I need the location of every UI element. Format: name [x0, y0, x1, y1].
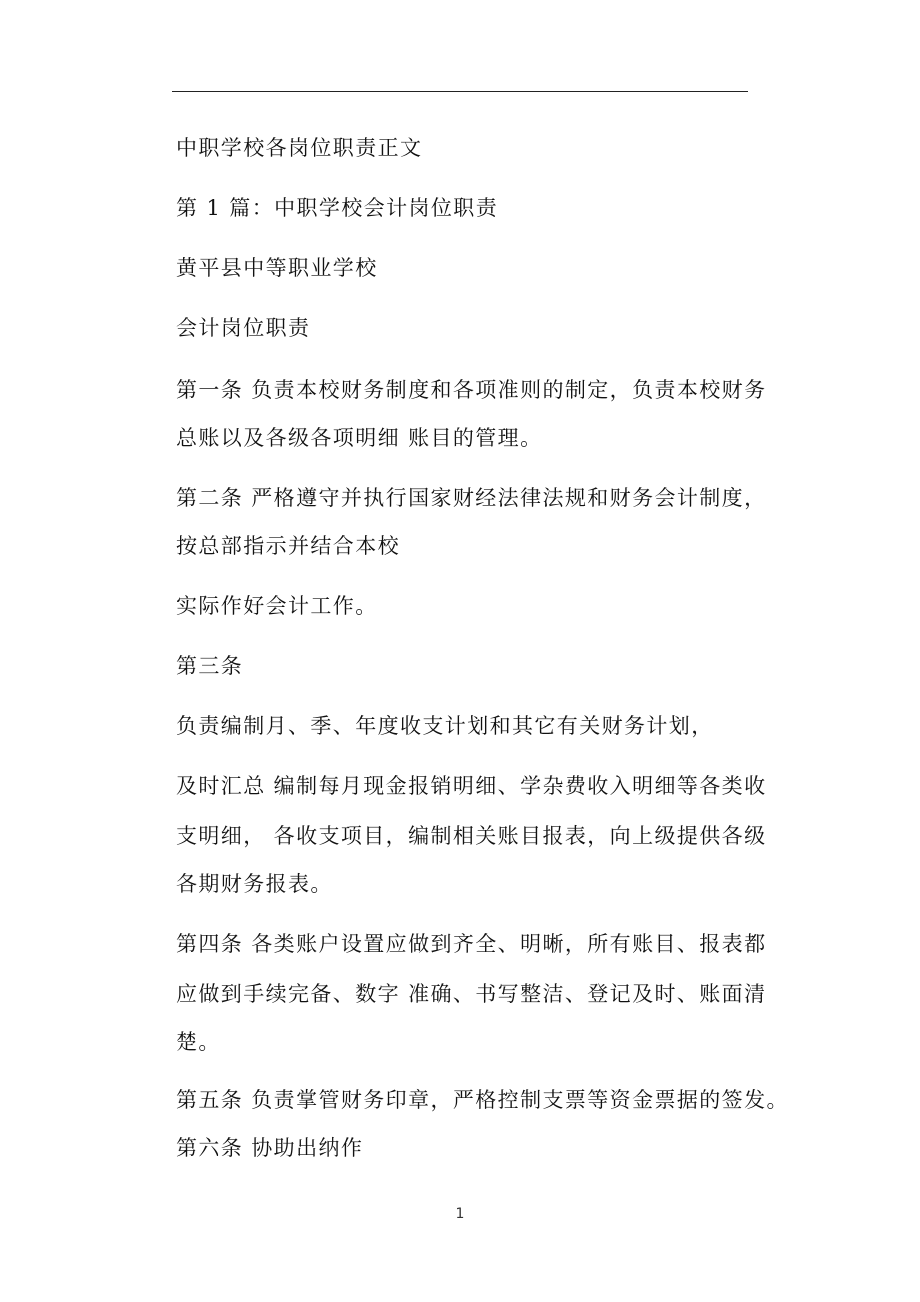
paragraph-line: 应做到手续完备、数字 准确、书写整洁、登记及时、账面清: [176, 982, 767, 1006]
paragraph-line: 负责编制月、季、年度收支计划和其它有关财务计划，: [176, 714, 714, 738]
chapter-heading: 第 1 篇：中职学校会计岗位职责: [176, 196, 499, 220]
paragraph-line: 楚。: [176, 1030, 221, 1054]
paragraph-line: 第四条 各类账户设置应做到齐全、明晰，所有账目、报表都: [176, 932, 767, 956]
paragraph-line: 及时汇总 编制每月现金报销明细、学杂费收入明细等各类收: [176, 774, 767, 798]
paragraph-line: 按总部指示并结合本校: [176, 534, 400, 558]
paragraph-line: 总账以及各级各项明细 账目的管理。: [176, 426, 543, 450]
paragraph-line: 第六条 协助出纳作: [176, 1136, 364, 1160]
paragraph-line: 实际作好会计工作。: [176, 594, 378, 618]
document-title: 中职学校各岗位职责正文: [176, 136, 423, 160]
paragraph-line: 第一条 负责本校财务制度和各项准则的制定，负责本校财务: [176, 378, 767, 402]
header-rule: [172, 91, 748, 92]
paragraph-line: 各期财务报表。: [176, 872, 333, 896]
page-number: 1: [455, 1206, 465, 1222]
section-heading: 会计岗位职责: [176, 316, 311, 340]
paragraph-line: 支明细， 各收支项目，编制相关账目报表，向上级提供各级: [176, 824, 767, 848]
paragraph-line: 第二条 严格遵守并执行国家财经法律法规和财务会计制度，: [176, 486, 767, 510]
paragraph-line: 第五条 负责掌管财务印章，严格控制支票等资金票据的签发。: [176, 1088, 789, 1112]
paragraph-line: 第三条: [176, 654, 244, 678]
school-name: 黄平县中等职业学校: [176, 256, 378, 280]
